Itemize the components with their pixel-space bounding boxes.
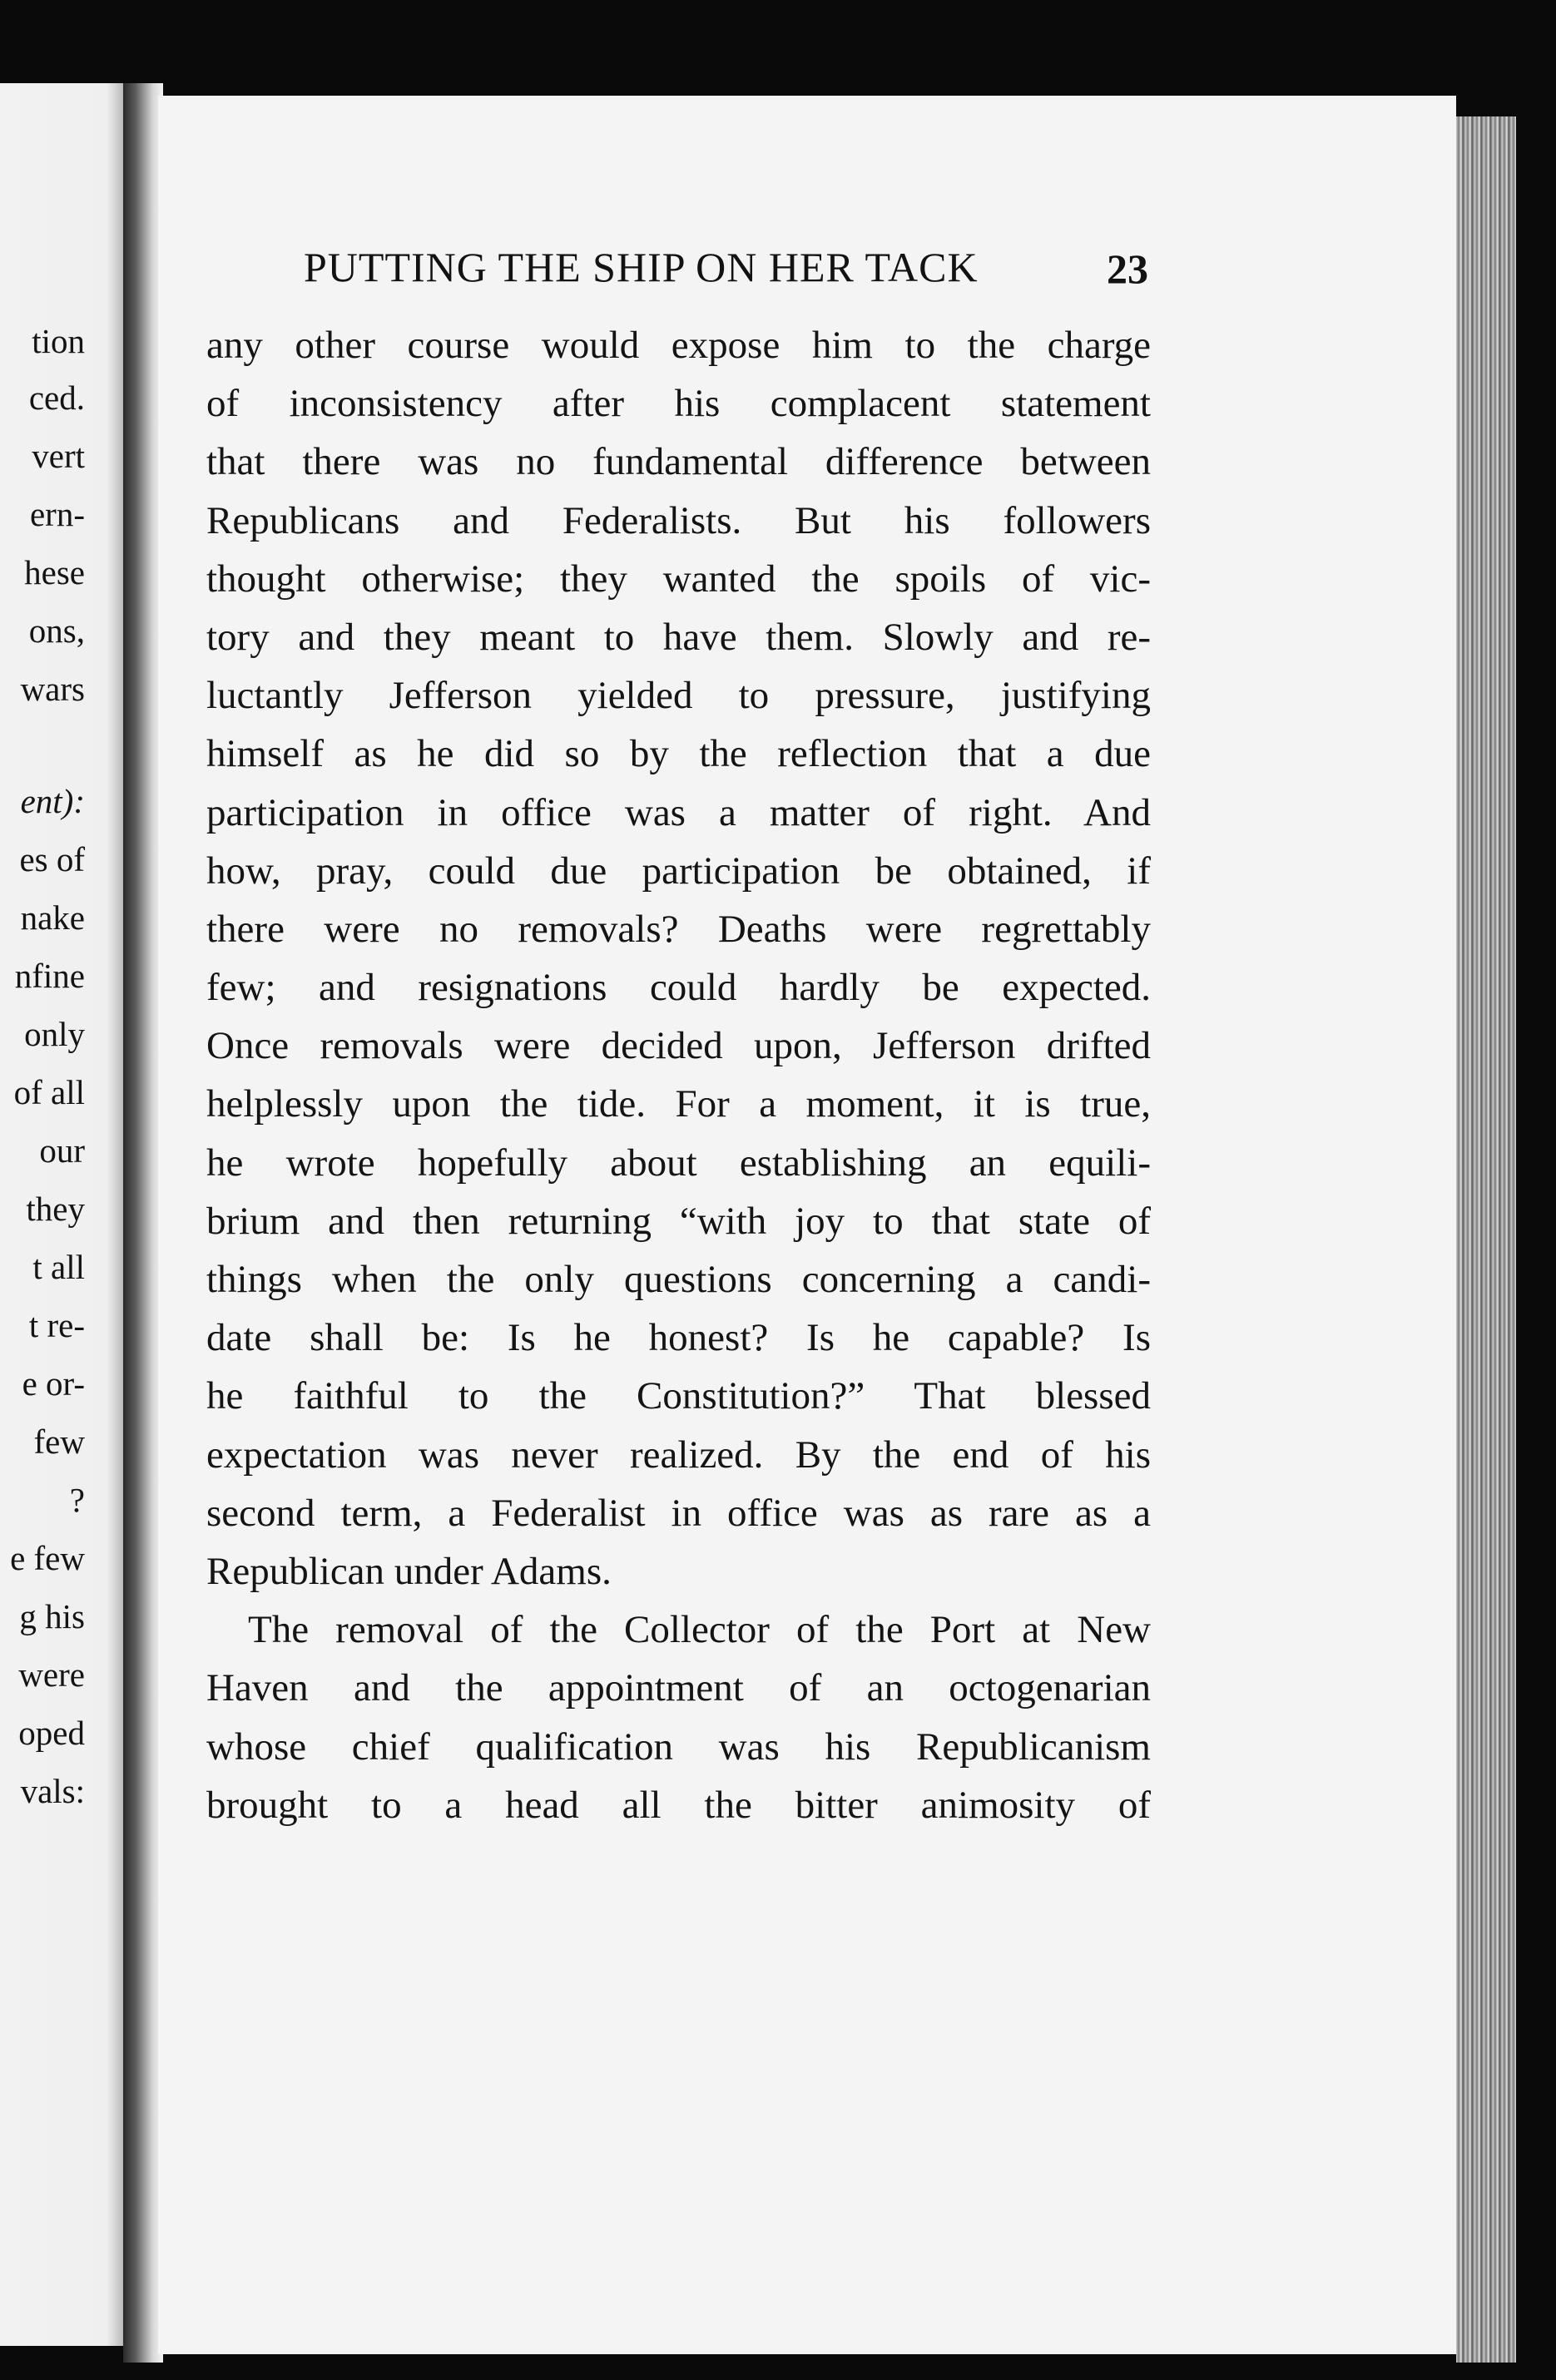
text-line: there were no removals? Deaths were regrettably bbox=[206, 907, 1151, 951]
text-line: of inconsistency after his complacent statement bbox=[206, 382, 1151, 426]
text-line: helplessly upon the tide. For a moment, it is true, bbox=[206, 1082, 1151, 1126]
left-page-fragment: t all bbox=[32, 1248, 85, 1286]
text-line: brium and then returning “with joy to that state of bbox=[206, 1199, 1151, 1243]
text-line: second term, a Federalist in office was as rare as a bbox=[206, 1491, 1151, 1535]
text-line: luctantly Jefferson yielded to pressure, justifying bbox=[206, 674, 1151, 718]
page-edges-stack bbox=[1456, 116, 1516, 2363]
text-line: he faithful to the Constitution?” That blessed bbox=[206, 1374, 1151, 1418]
left-page-fragment: of all bbox=[13, 1073, 85, 1111]
left-page-fragment: hese bbox=[24, 553, 85, 591]
left-page-fragment: t re- bbox=[28, 1306, 85, 1344]
left-page-fragment: nake bbox=[20, 898, 85, 937]
left-page-fragment: ? bbox=[69, 1481, 85, 1519]
text-line: few; and resignations could hardly be expected. bbox=[206, 966, 1151, 1010]
text-line: The removal of the Collector of the Port at New bbox=[248, 1608, 1151, 1652]
left-page-fragment: our bbox=[39, 1131, 85, 1170]
text-line: Republicans and Federalists. But his followers bbox=[206, 498, 1151, 542]
left-page-fragment: few bbox=[33, 1423, 85, 1461]
running-head-title: PUTTING THE SHIP ON HER TACK bbox=[304, 244, 979, 290]
left-page-fragment: vals: bbox=[20, 1772, 85, 1810]
left-page-fragment: vert bbox=[32, 437, 85, 475]
text-line: any other course would expose him to the charge bbox=[206, 324, 1151, 367]
text-line: Haven and the appointment of an octogenarian bbox=[206, 1666, 1151, 1710]
left-page-fragment: only bbox=[24, 1015, 85, 1053]
text-line: date shall be: Is he honest? Is he capable? Is bbox=[206, 1316, 1151, 1360]
text-line: himself as he did so by the reflection that a due bbox=[206, 732, 1151, 776]
text-line: thought otherwise; they wanted the spoils of vic- bbox=[206, 557, 1151, 601]
left-page-fragment: es of bbox=[19, 840, 85, 878]
text-line: brought to a head all the bitter animosity of bbox=[206, 1783, 1151, 1827]
left-page-fragment: ced. bbox=[28, 379, 85, 417]
left-page-fragment: oped bbox=[18, 1714, 85, 1752]
left-page-fragment: ent): bbox=[20, 782, 85, 820]
text-line: whose chief qualification was his Republicanism bbox=[206, 1724, 1151, 1769]
text-line: how, pray, could due participation be obtained, if bbox=[206, 849, 1151, 893]
page-edges-shadow bbox=[1516, 100, 1556, 2379]
text-line: tory and they meant to have them. Slowly and re- bbox=[206, 615, 1151, 659]
book-gutter bbox=[123, 83, 163, 2363]
left-page-fragment: e or- bbox=[22, 1364, 85, 1403]
text-line: expectation was never realized. By the end of his bbox=[206, 1432, 1151, 1477]
left-page-fragment: wars bbox=[20, 670, 85, 708]
text-line: participation in office was a matter of right. And bbox=[206, 790, 1151, 834]
left-page-fragment: nfine bbox=[14, 957, 85, 995]
text-line: Once removals were decided upon, Jefferson drifted bbox=[206, 1024, 1151, 1068]
left-page-fragment: tion bbox=[32, 322, 85, 360]
left-page-fragment: were bbox=[18, 1655, 85, 1694]
body-text bbox=[206, 316, 1151, 1834]
left-page-fragment: ons, bbox=[28, 611, 85, 650]
page-number: 23 bbox=[1107, 245, 1148, 292]
text-line: Republican under Adams. bbox=[206, 1549, 612, 1593]
left-page-edge bbox=[0, 83, 133, 2346]
left-page-fragment: ern- bbox=[29, 495, 85, 533]
text-line: he wrote hopefully about establishing an equili- bbox=[206, 1141, 1151, 1185]
left-page-fragment: they bbox=[26, 1190, 85, 1228]
text-line: things when the only questions concerning a candi- bbox=[206, 1258, 1151, 1301]
left-page-fragment: e few bbox=[10, 1539, 85, 1577]
text-line: that there was no fundamental difference between bbox=[206, 440, 1151, 484]
left-page-fragment: g his bbox=[19, 1597, 85, 1635]
